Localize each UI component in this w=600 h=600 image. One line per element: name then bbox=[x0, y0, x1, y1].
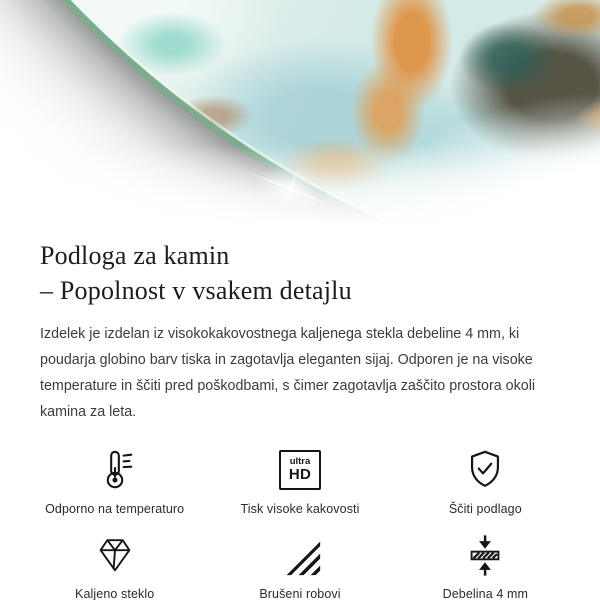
diamond-icon bbox=[92, 531, 138, 579]
product-image bbox=[0, 0, 600, 233]
feature-label: Ščiti podlago bbox=[448, 502, 522, 516]
features-grid bbox=[0, 446, 600, 600]
ultra-hd-icon bbox=[279, 446, 321, 494]
feature-item-polished-edges bbox=[207, 531, 392, 600]
hero-fade-overlay bbox=[0, 0, 600, 233]
product-info-section bbox=[0, 238, 600, 425]
feature-item-thickness bbox=[393, 531, 578, 600]
product-description: Izdelek je izdelan iz visokokakovostnega kaljenega stekla debeline 4 mm, ki poudarja globino barv tiska in zagotavlja eleganten sijaj. Odporen je na visoke temperature in ščiti pred poškodbami, s čimer zagotavlja zaščito prostora okoli kamina za leta. bbox=[40, 326, 536, 420]
feature-label: Odporno na temperaturo bbox=[45, 502, 185, 516]
feature-label: Tisk visoke kakovosti bbox=[240, 502, 360, 516]
shield-check-icon bbox=[462, 446, 508, 494]
feature-item-print-quality bbox=[207, 446, 392, 516]
feature-item-protection bbox=[393, 446, 578, 516]
ultra-hd-bottom-text: HD bbox=[288, 466, 312, 483]
thermometer-icon bbox=[92, 446, 138, 494]
feature-item-tempered-glass bbox=[22, 531, 207, 600]
page-title bbox=[40, 238, 558, 308]
feature-label: Kaljeno steklo bbox=[75, 587, 155, 600]
polished-edges-icon bbox=[279, 531, 321, 579]
page-title-line2: – Popolnost v vsakem detajlu bbox=[40, 276, 352, 305]
feature-label: Debelina 4 mm bbox=[442, 587, 528, 600]
feature-item-temperature bbox=[22, 446, 207, 516]
feature-label: Brušeni robovi bbox=[259, 587, 341, 600]
page-title-line1: Podloga za kamin bbox=[40, 241, 230, 270]
ultra-hd-top-text: ultra bbox=[289, 456, 311, 467]
thickness-icon bbox=[462, 531, 508, 579]
